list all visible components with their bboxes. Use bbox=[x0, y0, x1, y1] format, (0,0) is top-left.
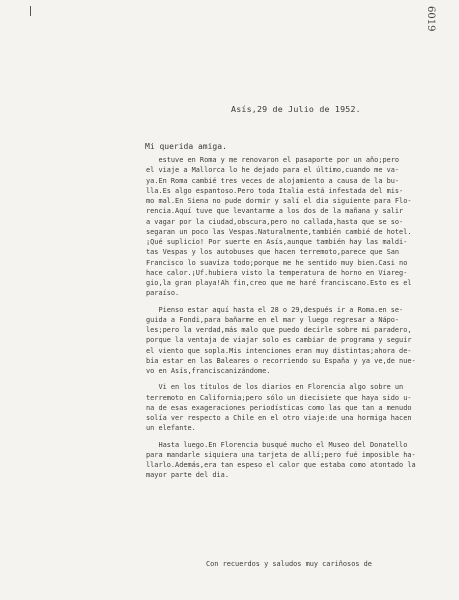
letter-line: na de esas exageraciones periodísticas como las que tan a menudo bbox=[146, 403, 412, 412]
letter-line: mayor parte del dia. bbox=[146, 471, 229, 480]
letter-line: gio,la gran playa!Ah fin,creo que me haré franciscano.Esto es el bbox=[146, 279, 412, 287]
letter-line: Pienso estar aquí hasta el 28 o 29,después ir a Roma.en se- bbox=[146, 305, 404, 314]
letter-line: les;pero la verdad,más malo que puedo decirle sobre mi paradero, bbox=[146, 326, 412, 334]
letter-line: ¡Qué suplicio! Por suerte en Asís,aunque también hay las maldi- bbox=[146, 238, 408, 246]
date-line: Asís,29 de Julio de 1952. bbox=[231, 104, 361, 114]
letter-line: vo en Asís,franciscanizándome. bbox=[146, 367, 271, 375]
letter-body bbox=[146, 155, 448, 481]
letter-line: guida a Fondi,para bañarme en el mar y luego regresar a Nápo- bbox=[146, 315, 400, 324]
letter-line: a vagar por la ciudad,obscura,pero no callada,hasta que se so- bbox=[146, 217, 404, 226]
letter-line: Hasta luego.En Florencia busqué mucho el Museo del Donatello bbox=[146, 440, 408, 449]
letter-line: hace calor.¡Uf.hubiera visto la temperatura de horno en Viareg- bbox=[146, 268, 408, 277]
closing-line: Con recuerdos y saludos muy cariñosos de bbox=[206, 560, 372, 568]
letter-line: para mandarle siquiera una tarjeta de allí;pero fué imposible ha- bbox=[146, 450, 416, 459]
letter-line: terremoto en California;pero sólo un diecisiete que haya sido u- bbox=[146, 393, 412, 402]
letter-line: Francisco lo suaviza todo;porque me he sentido muy bien.Casi no bbox=[146, 258, 408, 267]
letter-line: lla.Es algo espantoso.Pero toda Italia está infestada del mis- bbox=[146, 186, 404, 195]
margin-tick-mark bbox=[30, 6, 31, 16]
salutation: Mi querida amiga. bbox=[145, 142, 227, 151]
letter-line: el viaje a Mallorca lo he dejado para el último,cuando me va- bbox=[146, 166, 400, 175]
archive-number: 6019 bbox=[425, 6, 436, 32]
letter-line: un elefante. bbox=[146, 424, 196, 433]
letter-line: tas Vespas y los autobuses que hacen terremoto,parece que San bbox=[146, 248, 400, 257]
letter-line: solía ver respecto a Chile en el otro viaje:de una hormiga hacen bbox=[146, 414, 412, 422]
letter-line: segaran un poco las Vespas.Naturalmente,también cambié de hotel. bbox=[146, 227, 412, 236]
letter-line: porque la ventaja de viajar solo es cambiar de programa y seguir bbox=[146, 336, 412, 345]
letter-line: ya.En Roma cambié tres veces de alojamiento a causa de la bu- bbox=[146, 176, 400, 185]
letter-line: rencia.Aquí tuve que levantarme a los dos de la mañana y salir bbox=[146, 207, 404, 216]
letter-line: mo mal.En Siena no pude dormir y salí el dia siguiente para Flo- bbox=[146, 197, 412, 205]
letter-line: bía estar en las Baleares o recorriendo su España y ya ve,de nue- bbox=[146, 356, 416, 365]
letter-line: paraíso. bbox=[146, 289, 180, 298]
letter-line: el viento que sopla.Mis intenciones eran muy distintas;ahora de- bbox=[146, 346, 412, 355]
letter-line: Vi en los títulos de los diarios en Florencia algo sobre un bbox=[146, 383, 404, 392]
letter-line: estuve en Roma y me renovaron el pasaporte por un año;pero bbox=[146, 156, 400, 164]
letter-line: llarlo.Además,era tan espeso el calor que estaba como atontado la bbox=[146, 461, 416, 469]
